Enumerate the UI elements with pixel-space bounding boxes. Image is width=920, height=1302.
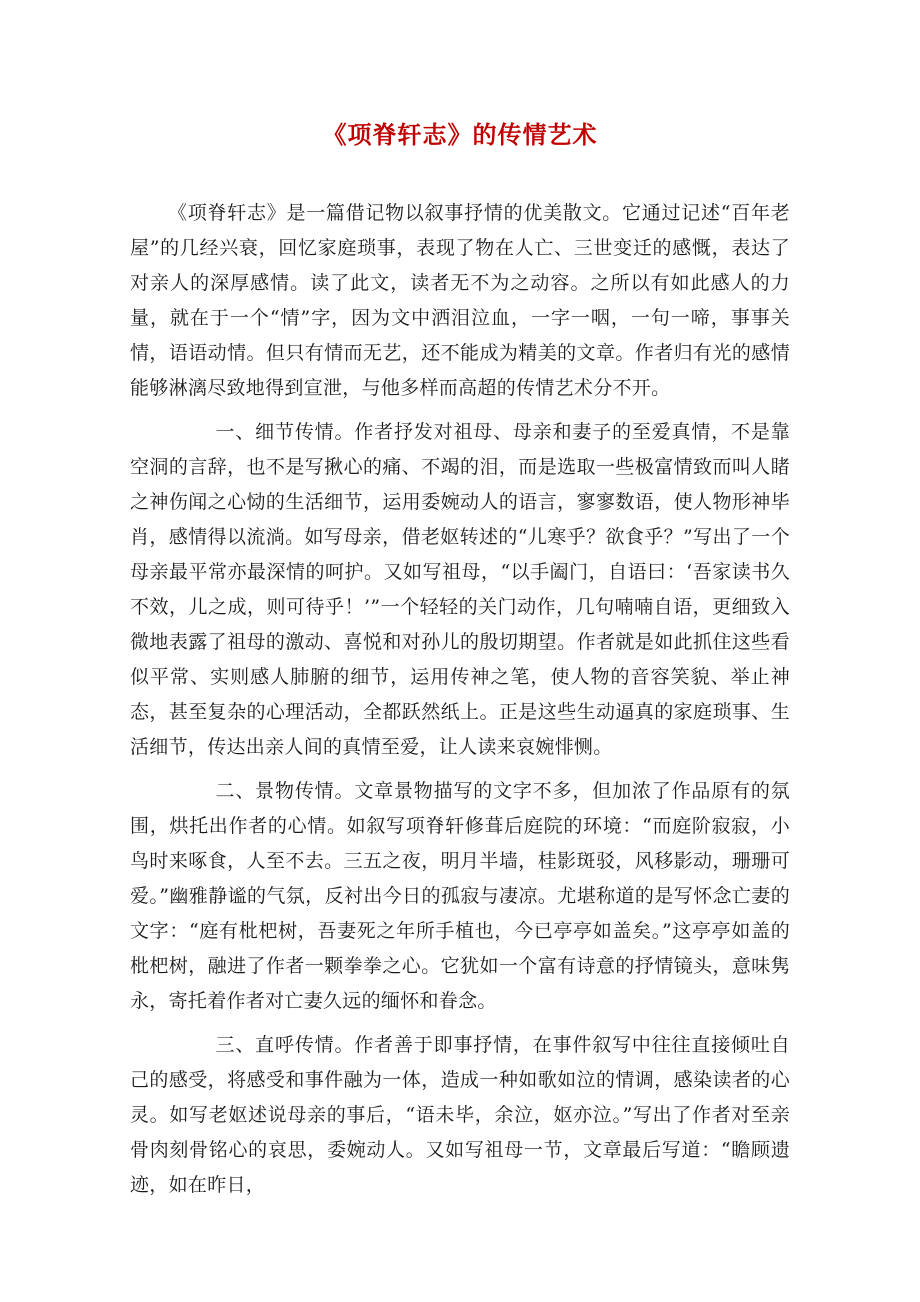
document-title: 《项脊轩志》的传情艺术 — [322, 120, 598, 149]
paragraph-intro: 《项脊轩志》是一篇借记物以叙事抒情的优美散文。它通过记述“百年老屋”的几经兴衰，回忆家庭琐事，表现了物在人亡、三世变迁的感慨，表达了对亲人的深厚感情。读了此文，读者无不为之动容。之所以有如此感人的力量，就在于一个“情”字，因为文中洒泪泣血，一字一咽，一句一啼，事事关情，语语动情。但只有情而无艺，还不能成为精美的文章。作者归有光的感情能够淋漓尽致地得到宣泄，与他多样而高超的传情艺术分不开。 — [130, 202, 790, 399]
document-body — [130, 196, 790, 1212]
paragraph-scenery: 二、景物传情。文章景物描写的文字不多，但加浓了作品原有的氛围，烘托出作者的心情。如叙写项脊轩修葺后庭院的环境：“而庭阶寂寂，小鸟时来啄食，人至不去。三五之夜，明月半墙，桂影斑驳，风移影动，珊珊可爱。”幽雅静谧的气氛，反衬出今日的孤寂与凄凉。尤堪称道的是写怀念亡妻的文字：“庭有枇杷树，吾妻死之年所手植也，今已亭亭如盖矣。”这亭亭如盖的枇杷树，融进了作者一颗拳拳之心。它犹如一个富有诗意的抒情镜头，意味隽永，寄托着作者对亡妻久远的缅怀和眷念。 — [130, 780, 790, 1012]
paragraph-direct: 三、直呼传情。作者善于即事抒情，在事件叙写中往往直接倾吐自己的感受，将感受和事件融为一体，造成一种如歌如泣的情调，感染读者的心灵。如写老妪述说母亲的事后，“语未毕，余泣，妪亦泣。”写出了作者对至亲骨肉刻骨铭心的哀思，委婉动人。又如写祖母一节，文章最后写道：“瞻顾遗迹，如在昨日， — [130, 1034, 790, 1196]
paragraph-detail: 一、细节传情。作者抒发对祖母、母亲和妻子的至爱真情，不是靠空洞的言辞，也不是写揪心的痛、不竭的泪，而是选取一些极富情致而叫人睹之神伤闻之心恸的生活细节，运用委婉动人的语言，寥寥数语，使人物形神毕肖，感情得以流淌。如写母亲，借老妪转述的“儿寒乎？欲食乎？”写出了一个母亲最平常亦最深情的呵护。又如写祖母，“以手阖门，自语曰：‘吾家读书久不效，儿之成，则可待乎！’”一个轻轻的关门动作，几句喃喃自语，更细致入微地表露了祖母的激动、喜悦和对孙儿的殷切期望。作者就是如此抓住这些看似平常、实则感人肺腑的细节，运用传神之笔，使人物的音容笑貌、举止神态，甚至复杂的心理活动，全都跃然纸上。正是这些生动逼真的家庭琐事、生活细节，传达出亲人间的真情至爱，让人读来哀婉悱恻。 — [130, 421, 790, 758]
